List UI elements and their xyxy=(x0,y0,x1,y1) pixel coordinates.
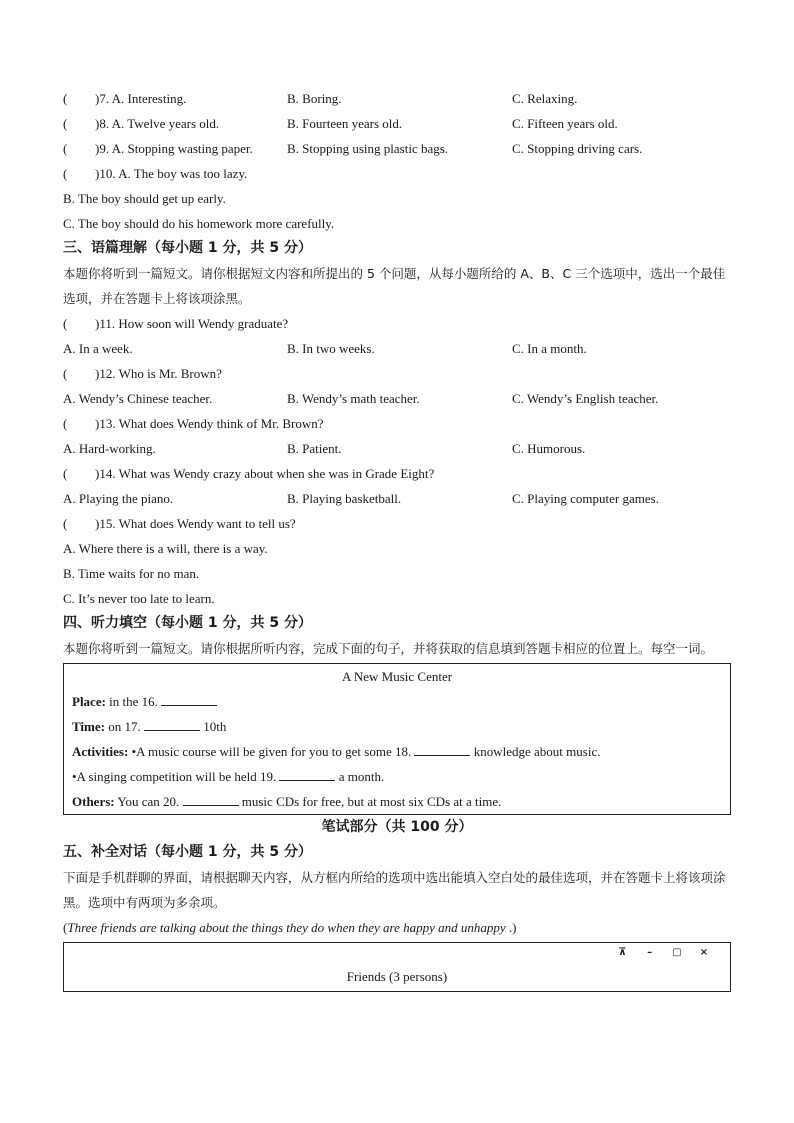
q8-option-a: )8. A. Twelve years old. xyxy=(95,116,220,131)
answer-paren: ( xyxy=(63,91,68,106)
q14-option-b: B. Playing basketball. xyxy=(287,491,402,506)
q8-option-c: C. Fifteen years old. xyxy=(512,116,618,131)
singing-text: •A singing competition will be held 19. xyxy=(72,769,280,784)
q13-option-c: C. Humorous. xyxy=(512,441,586,456)
listening-fill-box xyxy=(63,663,731,815)
box-title: A New Music Center xyxy=(341,669,453,684)
q12-stem: )12. Who is Mr. Brown? xyxy=(95,366,222,381)
answer-paren: ( xyxy=(63,366,68,381)
q14-option-a: A. Playing the piano. xyxy=(63,491,174,506)
activities-line xyxy=(72,739,722,764)
q8-option-b: B. Fourteen years old. xyxy=(287,116,403,131)
blank-19[interactable] xyxy=(279,766,335,781)
blank-16[interactable] xyxy=(161,691,217,706)
singing-after: a month. xyxy=(335,769,385,784)
note-open: ( xyxy=(63,920,68,935)
time-line xyxy=(72,714,722,739)
question-7 xyxy=(63,86,731,111)
q10-option-c: C. The boy should do his homework more carefully. xyxy=(63,216,335,231)
exam-page xyxy=(63,86,731,992)
time-label: Time: xyxy=(72,719,105,734)
note-close: .) xyxy=(505,920,517,935)
section-5-instructions: 下面是手机群聊的界面，请根据聊天内容，从方框内所给的选项中选出能填入空白处的最佳选项，并在答题卡上将该项涂黑。选项中有两项为多余项。 xyxy=(63,870,726,910)
q9-option-b: B. Stopping using plastic bags. xyxy=(287,141,449,156)
q15-option-a: A. Where there is a will, there is a way. xyxy=(63,541,268,556)
question-15 xyxy=(63,511,731,536)
others-after: music CDs for free, but at most six CDs at a time. xyxy=(238,794,502,809)
activities-after: knowledge about music. xyxy=(470,744,601,759)
question-8 xyxy=(63,111,731,136)
chat-title: Friends (3 persons) xyxy=(346,969,448,984)
question-14 xyxy=(63,461,731,486)
answer-paren: ( xyxy=(63,466,68,481)
q9-option-a: )9. A. Stopping wasting paper. xyxy=(95,141,253,156)
question-9 xyxy=(63,136,731,161)
window-controls xyxy=(610,947,716,958)
blank-20[interactable] xyxy=(183,791,239,806)
blank-18[interactable] xyxy=(414,741,470,756)
section-3-heading: 三、语篇理解（每小题 1 分，共 5 分） xyxy=(63,240,312,256)
q13-option-b: B. Patient. xyxy=(287,441,342,456)
time-text: on 17. xyxy=(104,719,144,734)
q9-option-c: C. Stopping driving cars. xyxy=(512,141,643,156)
q14-option-c: C. Playing computer games. xyxy=(512,491,659,506)
q11-option-c: C. In a month. xyxy=(512,341,587,356)
q13-stem: )13. What does Wendy think of Mr. Brown? xyxy=(95,416,324,431)
section-4-instructions: 本题你将听到一篇短文。请你根据所听内容，完成下面的句子，并将获取的信息填到答题卡相应的位置上。每空一词。 xyxy=(63,641,714,656)
q7-option-c: C. Relaxing. xyxy=(512,91,578,106)
time-after: 10th xyxy=(199,719,227,734)
place-label: Place: xyxy=(72,694,106,709)
section-4-heading: 四、听力填空（每小题 1 分，共 5 分） xyxy=(63,615,312,631)
section-3-instructions: 本题你将听到一篇短文。请你根据短文内容和所提出的 5 个问题，从每小题所给的 A、B、C 三个选项中，选出一个最佳选项，并在答题卡上将该项涂黑。 xyxy=(63,266,726,306)
written-part-title: 笔试部分（共 100 分） xyxy=(321,819,473,835)
question-10 xyxy=(63,161,731,186)
q12-options xyxy=(63,386,731,411)
place-text: in the 16. xyxy=(105,694,162,709)
q7-option-b: B. Boring. xyxy=(287,91,342,106)
answer-paren: ( xyxy=(63,416,68,431)
section-5-heading: 五、补全对话（每小题 1 分，共 5 分） xyxy=(63,844,312,860)
answer-paren: ( xyxy=(63,166,68,181)
minimize-icon[interactable]: – xyxy=(647,947,653,958)
q15-option-c: C. It’s never too late to learn. xyxy=(63,591,215,606)
activities-text: •A music course will be given for you to get some 18. xyxy=(128,744,415,759)
blank-17[interactable] xyxy=(144,716,200,731)
maximize-icon[interactable]: ▢ xyxy=(672,947,682,958)
place-line xyxy=(72,689,722,714)
q13-option-a: A. Hard-working. xyxy=(63,441,156,456)
q14-stem: )14. What was Wendy crazy about when she was in Grade Eight? xyxy=(95,466,435,481)
answer-paren: ( xyxy=(63,316,68,331)
others-text: You can 20. xyxy=(114,794,183,809)
chat-window xyxy=(63,942,731,992)
q12-option-a: A. Wendy’s Chinese teacher. xyxy=(63,391,213,406)
q11-stem: )11. How soon will Wendy graduate? xyxy=(95,316,289,331)
q10-option-b: B. The boy should get up early. xyxy=(63,191,226,206)
q15-option-b: B. Time waits for no man. xyxy=(63,566,200,581)
q12-option-b: B. Wendy’s math teacher. xyxy=(287,391,420,406)
q11-option-a: A. In a week. xyxy=(63,341,133,356)
question-13 xyxy=(63,411,731,436)
others-label: Others: xyxy=(72,794,115,809)
pin-icon[interactable]: ⊼ xyxy=(618,947,627,958)
q14-options xyxy=(63,486,731,511)
q11-option-b: B. In two weeks. xyxy=(287,341,375,356)
answer-paren: ( xyxy=(63,516,68,531)
close-icon[interactable]: × xyxy=(699,947,709,958)
answer-paren: ( xyxy=(63,116,68,131)
answer-paren: ( xyxy=(63,141,68,156)
singing-line xyxy=(72,764,722,789)
question-12 xyxy=(63,361,731,386)
q15-stem: )15. What does Wendy want to tell us? xyxy=(95,516,296,531)
note-text: Three friends are talking about the things they do when they are happy and unhappy xyxy=(67,920,506,935)
q7-option-a: )7. A. Interesting. xyxy=(95,91,187,106)
question-11 xyxy=(63,311,731,336)
q10-option-a: )10. A. The boy was too lazy. xyxy=(95,166,248,181)
q13-options xyxy=(63,436,731,461)
others-line xyxy=(72,789,722,814)
section-5-note xyxy=(63,915,731,940)
q12-option-c: C. Wendy’s English teacher. xyxy=(512,391,659,406)
activities-label: Activities: xyxy=(72,744,129,759)
q11-options xyxy=(63,336,731,361)
